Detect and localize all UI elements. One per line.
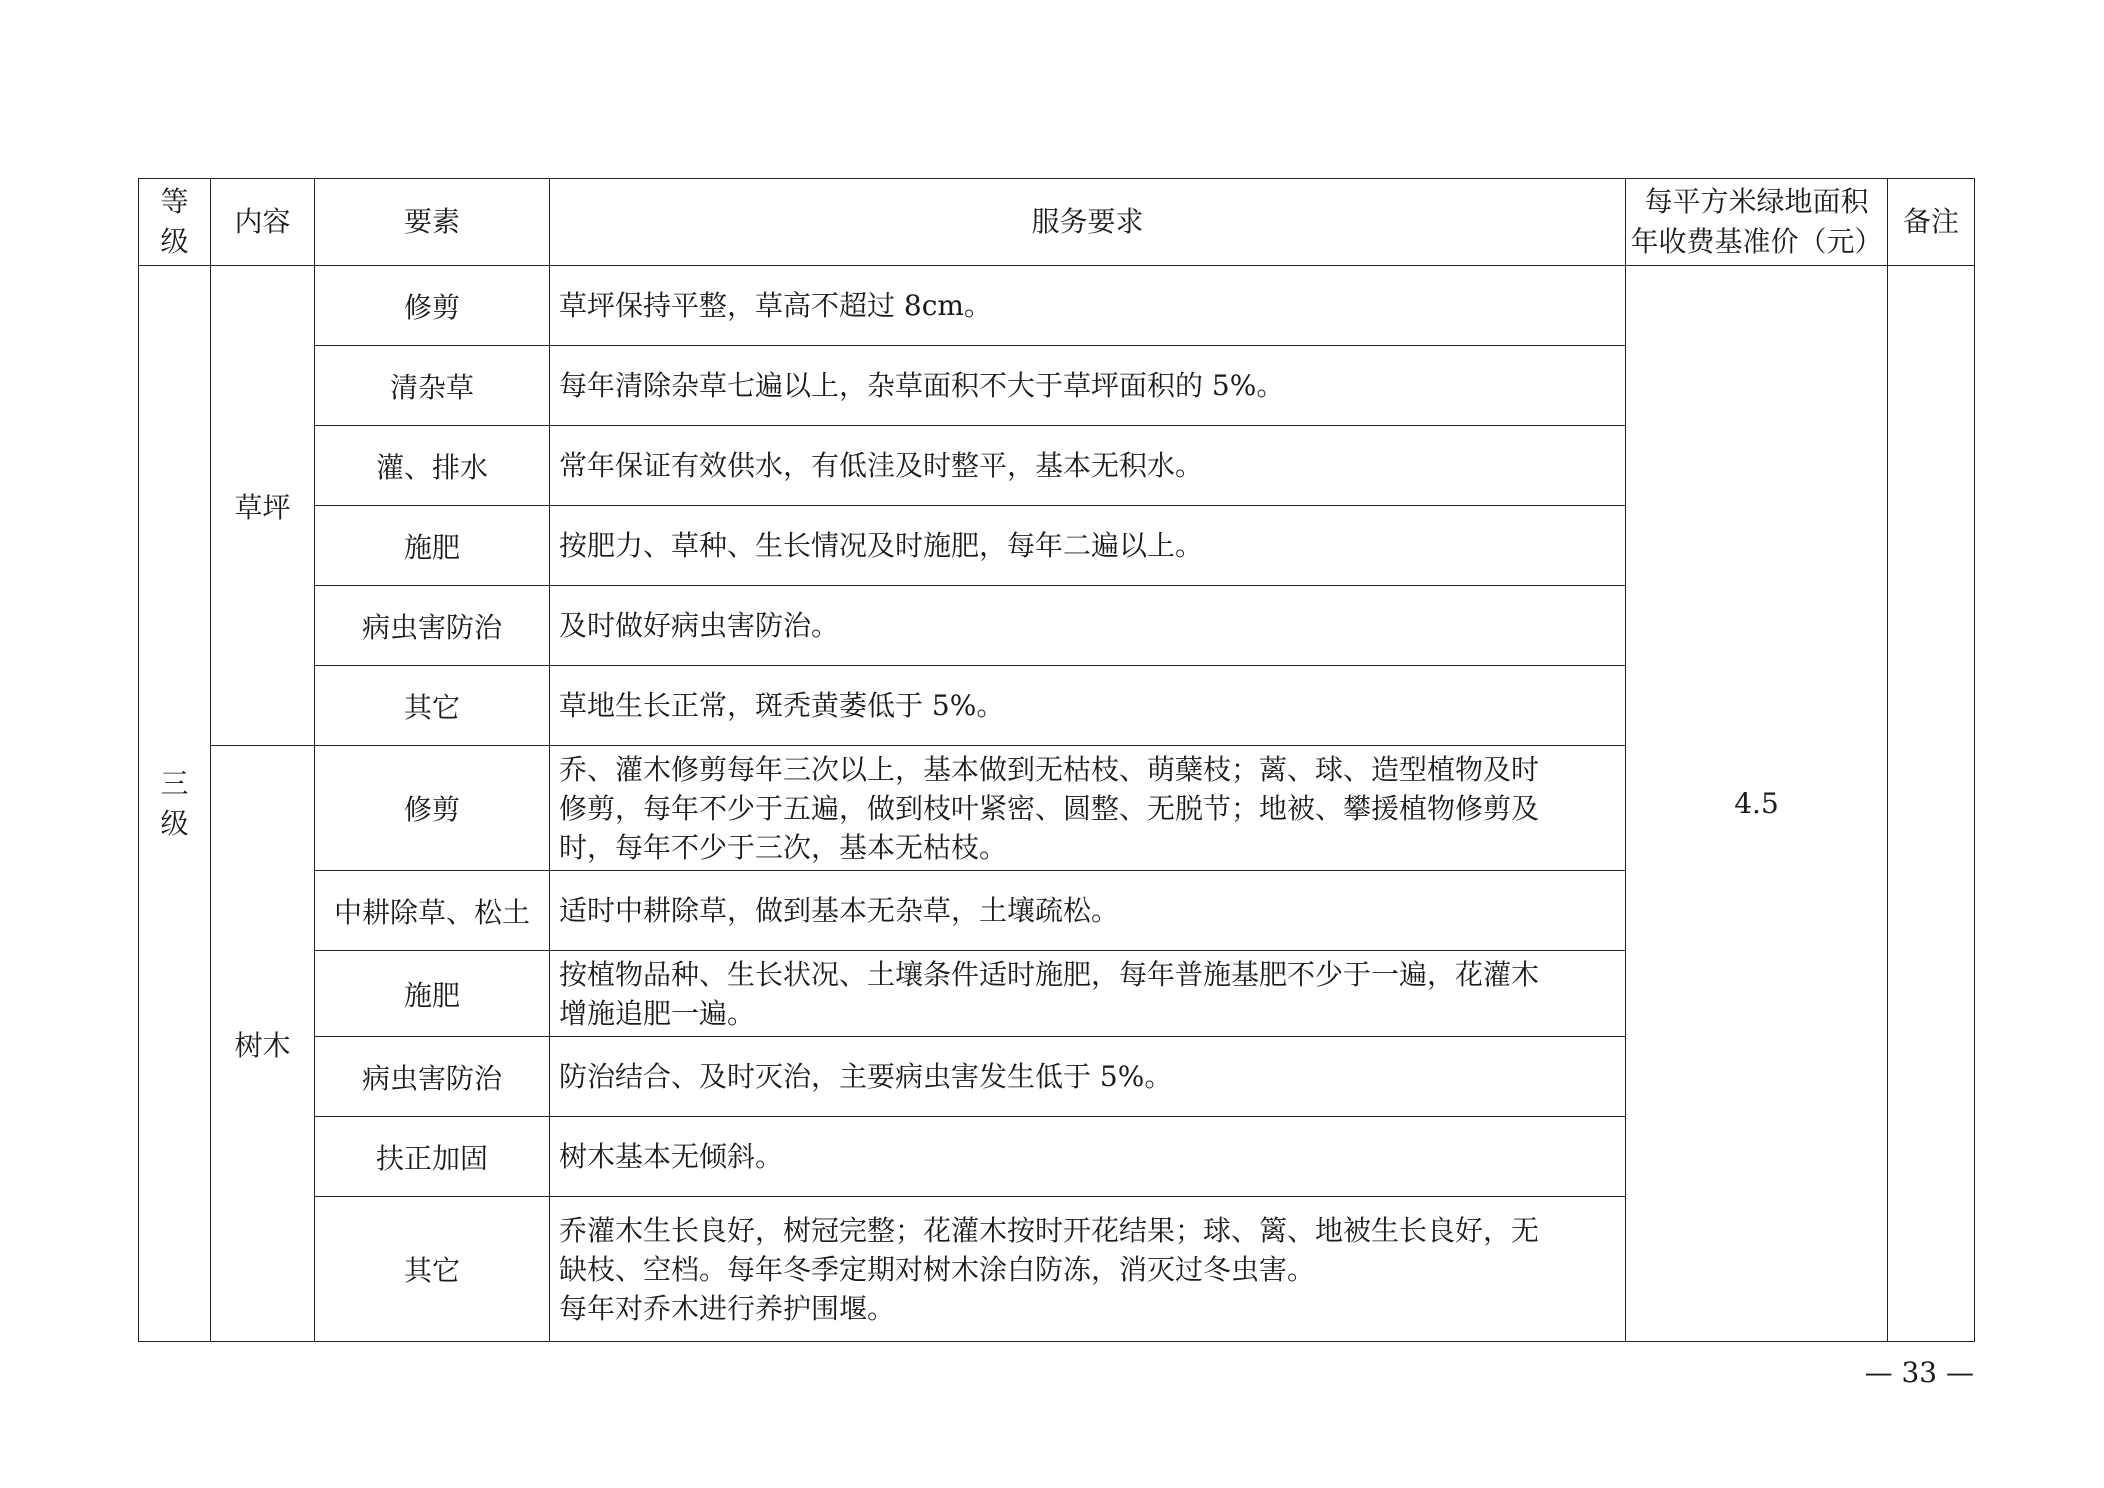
level-char-1: 三: [160, 766, 189, 800]
requirement-cell: [550, 951, 1626, 1037]
element-cell: 施肥: [315, 951, 550, 1037]
element-cell: 修剪: [315, 266, 550, 346]
requirement-line: 时，每年不少于三次，基本无枯枝。: [559, 830, 1008, 864]
header-content: 内容: [211, 179, 315, 266]
header-level-char-2: 级: [160, 225, 189, 258]
element-cell: 施肥: [315, 506, 550, 586]
page-number: — 33 —: [1864, 1356, 1974, 1389]
requirement-line: 修剪，每年不少于五遍，做到枝叶紧密、圆整、无脱节；地被、攀援植物修剪及: [559, 791, 1540, 825]
requirement-line: 每年对乔木进行养护围堰。: [559, 1291, 896, 1325]
header-element: 要素: [315, 179, 550, 266]
requirement-line: 常年保证有效供水，有低洼及时整平，基本无积水。: [559, 449, 1204, 482]
requirement-cell: [550, 426, 1626, 506]
requirement-cell: [550, 1117, 1626, 1197]
requirement-cell: [550, 506, 1626, 586]
requirement-line: 防治结合、及时灭治，主要病虫害发生低于 5%。: [559, 1060, 1173, 1093]
level-cell: [139, 266, 211, 1342]
element-cell: 灌、排水: [315, 426, 550, 506]
requirement-line: 树木基本无倾斜。: [559, 1140, 784, 1173]
element-cell: 扶正加固: [315, 1117, 550, 1197]
element-cell: 中耕除草、松土: [315, 871, 550, 951]
requirement-line: 适时中耕除草，做到基本无杂草，土壤疏松。: [559, 894, 1120, 927]
level-char-2: 级: [160, 806, 189, 840]
header-requirement: 服务要求: [550, 179, 1626, 266]
header-price: [1626, 179, 1888, 266]
note-cell: [1888, 266, 1975, 1342]
element-cell: 其它: [315, 1197, 550, 1342]
requirement-line: 每年清除杂草七遍以上，杂草面积不大于草坪面积的 5%。: [559, 369, 1285, 402]
requirement-cell: [550, 666, 1626, 746]
requirement-cell: [550, 586, 1626, 666]
requirement-cell: [550, 1037, 1626, 1117]
requirement-cell: [550, 746, 1626, 871]
requirement-line: 乔灌木生长良好，树冠完整；花灌木按时开花结果；球、篱、地被生长良好，无: [559, 1213, 1540, 1247]
element-cell: 病虫害防治: [315, 586, 550, 666]
element-cell: 其它: [315, 666, 550, 746]
header-level-char-1: 等: [160, 185, 189, 218]
service-standard-table: [138, 178, 1975, 1342]
table-row: [139, 266, 1975, 346]
element-cell: 修剪: [315, 746, 550, 871]
requirement-line: 草地生长正常，斑秃黄萎低于 5%。: [559, 689, 1005, 722]
price-cell: 4.5: [1626, 266, 1888, 1342]
requirement-cell: [550, 1197, 1626, 1342]
header-note: 备注: [1888, 179, 1975, 266]
table-header-row: [139, 179, 1975, 266]
element-cell: 清杂草: [315, 346, 550, 426]
requirement-cell: [550, 871, 1626, 951]
header-level: [139, 179, 211, 266]
requirement-line: 乔、灌木修剪每年三次以上，基本做到无枯枝、萌蘖枝；蓠、球、造型植物及时: [559, 752, 1540, 786]
content-cell-trees: 树木: [211, 746, 315, 1342]
requirement-line: 增施追肥一遍。: [559, 996, 756, 1030]
requirement-line: 缺枝、空档。每年冬季定期对树木涂白防冻，消灭过冬虫害。: [559, 1252, 1316, 1286]
requirement-line: 按植物品种、生长状况、土壤条件适时施肥，每年普施基肥不少于一遍，花灌木: [559, 957, 1540, 991]
element-cell: 病虫害防治: [315, 1037, 550, 1117]
requirement-cell: [550, 266, 1626, 346]
requirement-line: 及时做好病虫害防治。: [559, 609, 840, 642]
requirement-cell: [550, 346, 1626, 426]
header-price-line-1: 每平方米绿地面积: [1644, 185, 1869, 218]
requirement-line: 草坪保持平整，草高不超过 8cm。: [559, 289, 992, 322]
content-cell-lawn: 草坪: [211, 266, 315, 746]
requirement-line: 按肥力、草种、生长情况及时施肥，每年二遍以上。: [559, 529, 1204, 562]
header-price-line-2: 年收费基准价（元）: [1630, 225, 1883, 258]
